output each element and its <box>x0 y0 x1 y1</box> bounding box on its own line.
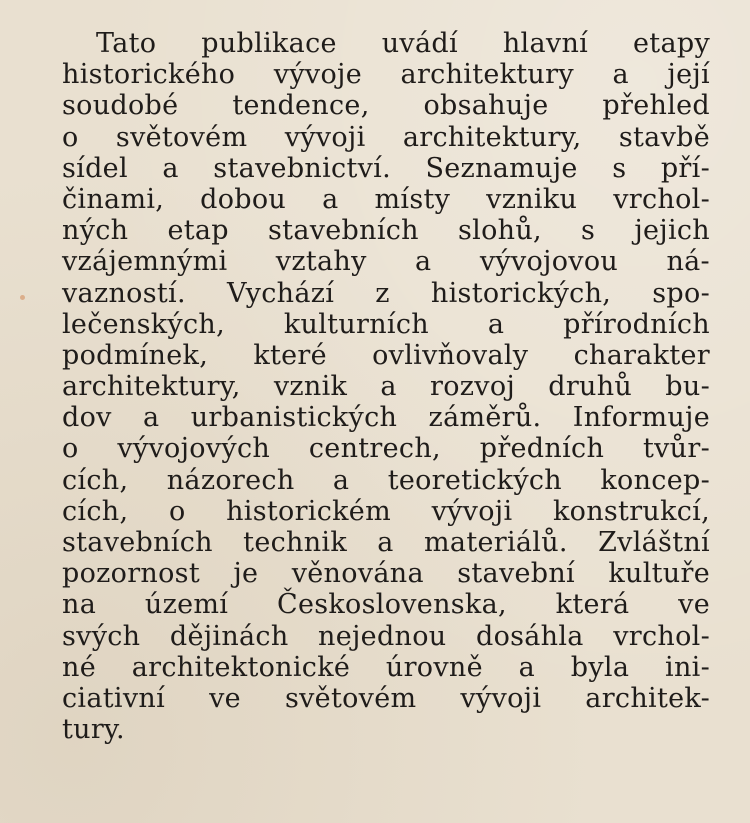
text-line: cích, názorech a teoretických koncep- <box>62 464 710 496</box>
paper-stain <box>20 295 25 300</box>
text-line: stavebních technik a materiálů. Zvláštní <box>62 527 710 558</box>
text-line: vazností. Vychází z historických, spo- <box>62 277 710 309</box>
text-line: o vývojových centrech, předních tvůr- <box>62 433 710 465</box>
text-line: cích, o historickém vývoji konstrukcí, <box>62 495 710 527</box>
text-line: architektury, vznik a rozvoj druhů bu- <box>62 371 710 403</box>
text-line: o světovém vývoji architektury, stavbě <box>62 121 710 153</box>
text-line: lečenských, kulturních a přírodních <box>62 308 710 340</box>
text-line: činami, dobou a místy vzniku vrchol- <box>62 183 710 215</box>
text-line: na území Československa, která ve <box>62 589 710 621</box>
text-line: ciativní ve světovém vývoji architek- <box>62 682 710 714</box>
text-line: dov a urbanistických záměrů. Informuje <box>62 402 710 434</box>
text-line: soudobé tendence, obsahuje přehled <box>62 90 710 122</box>
text-line: podmínek, které ovlivňovaly charakter <box>62 339 710 371</box>
text-line: sídel a stavebnictví. Seznamuje s pří- <box>62 152 710 184</box>
text-line: svých dějinách nejednou dosáhla vrchol- <box>62 620 710 652</box>
text-line: historického vývoje architektury a její <box>62 59 710 91</box>
text-line: vzájemnými vztahy a vývojovou ná- <box>62 246 710 278</box>
text-line: pozornost je věnována stavební kultuře <box>62 558 710 590</box>
text-line: né architektonické úrovně a byla ini- <box>62 651 710 683</box>
text-line: tury. <box>62 714 125 746</box>
description-paragraph <box>62 28 710 745</box>
text-line: Tato publikace uvádí hlavní etapy <box>96 28 710 59</box>
text-line: ných etap stavebních slohů, s jejich <box>62 215 710 247</box>
